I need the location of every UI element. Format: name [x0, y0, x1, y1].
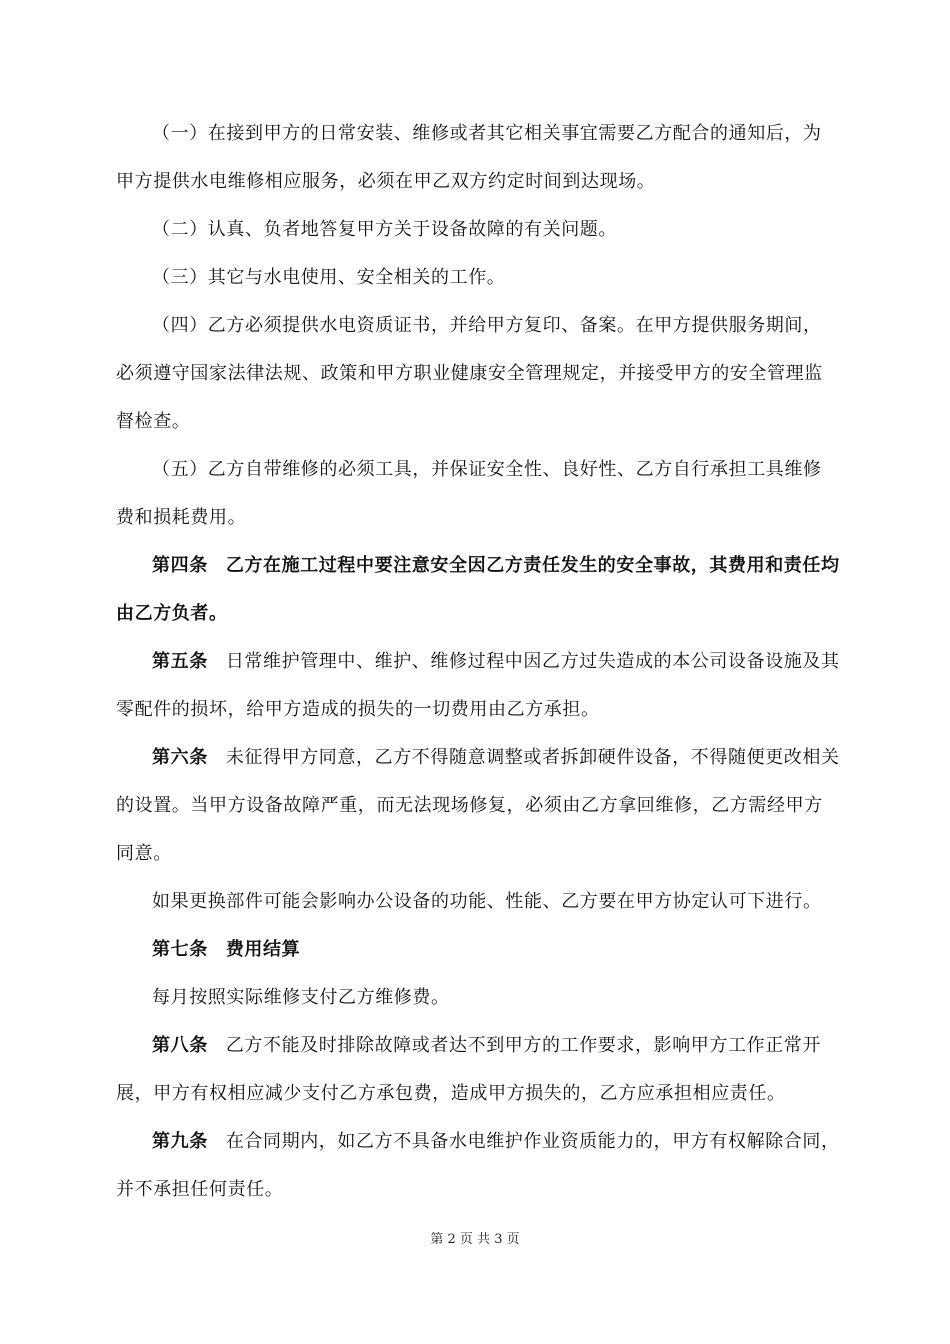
article-4	[116, 542, 840, 638]
clause-item-4	[116, 302, 840, 446]
article-label: 第七条	[152, 939, 208, 960]
article-label: 第六条	[152, 747, 208, 768]
clause-item-5	[116, 446, 840, 542]
article-label: 第四条	[152, 555, 208, 576]
article-8	[116, 1022, 840, 1118]
article-label: 第八条	[152, 1035, 208, 1056]
paragraph-text: （三）其它与水电使用、安全相关的工作。	[152, 267, 506, 288]
paragraph-text: 如果更换部件可能会影响办公设备的功能、性能、乙方要在甲方协定认可下进行。	[152, 891, 822, 912]
article-text: 在合同期内，如乙方不具备水电维护作业资质能力的，甲方有权解除合同，并不承担任何责任。	[116, 1131, 840, 1200]
clause-item-1	[116, 110, 840, 206]
paragraph-text: （四）乙方必须提供水电资质证书，并给甲方复印、备案。在甲方提供服务期间，必须遵守国家法律法规、政策和甲方职业健康安全管理规定，并接受甲方的安全管理监督检查。	[116, 315, 823, 432]
article-text: 日常维护管理中、维护、维修过程中因乙方过失造成的本公司设备设施及其零配件的损坏，给甲方造成的损失的一切费用由乙方承担。	[116, 651, 840, 720]
article-text: 费用结算	[225, 939, 301, 960]
article-text: 乙方在施工过程中要注意安全因乙方责任发生的安全事故，其费用和责任均由乙方负者。	[116, 555, 840, 624]
article-text: 未征得甲方同意，乙方不得随意调整或者拆卸硬件设备，不得随便更改相关的设置。当甲方设备故障严重，而无法现场修复，必须由乙方拿回维修，乙方需经甲方同意。	[116, 747, 840, 864]
article-6-note	[116, 878, 840, 926]
article-label: 第九条	[152, 1131, 208, 1152]
article-6	[116, 734, 840, 878]
article-7-body	[116, 974, 840, 1022]
article-text: 乙方不能及时排除故障或者达不到甲方的工作要求，影响甲方工作正常开展，甲方有权相应减少支付乙方承包费，造成甲方损失的，乙方应承担相应责任。	[116, 1035, 822, 1104]
article-label: 第五条	[152, 651, 208, 672]
clause-item-2	[116, 206, 840, 254]
article-5	[116, 638, 840, 734]
document-body	[116, 110, 840, 1214]
paragraph-text: （一）在接到甲方的日常安装、维修或者其它相关事宜需要乙方配合的通知后，为甲方提供水电维修相应服务，必须在甲乙双方约定时间到达现场。	[116, 123, 822, 192]
page-footer: 第 2 页 共 3 页	[430, 1232, 520, 1247]
paragraph-text: （五）乙方自带维修的必须工具，并保证安全性、良好性、乙方自行承担工具维修费和损耗费用。	[116, 459, 822, 528]
paragraph-text: （二）认真、负者地答复甲方关于设备故障的有关问题。	[152, 219, 617, 240]
clause-item-3	[116, 254, 840, 302]
paragraph-text: 每月按照实际维修支付乙方维修费。	[152, 987, 450, 1008]
article-9	[116, 1118, 840, 1214]
article-7	[116, 926, 840, 974]
